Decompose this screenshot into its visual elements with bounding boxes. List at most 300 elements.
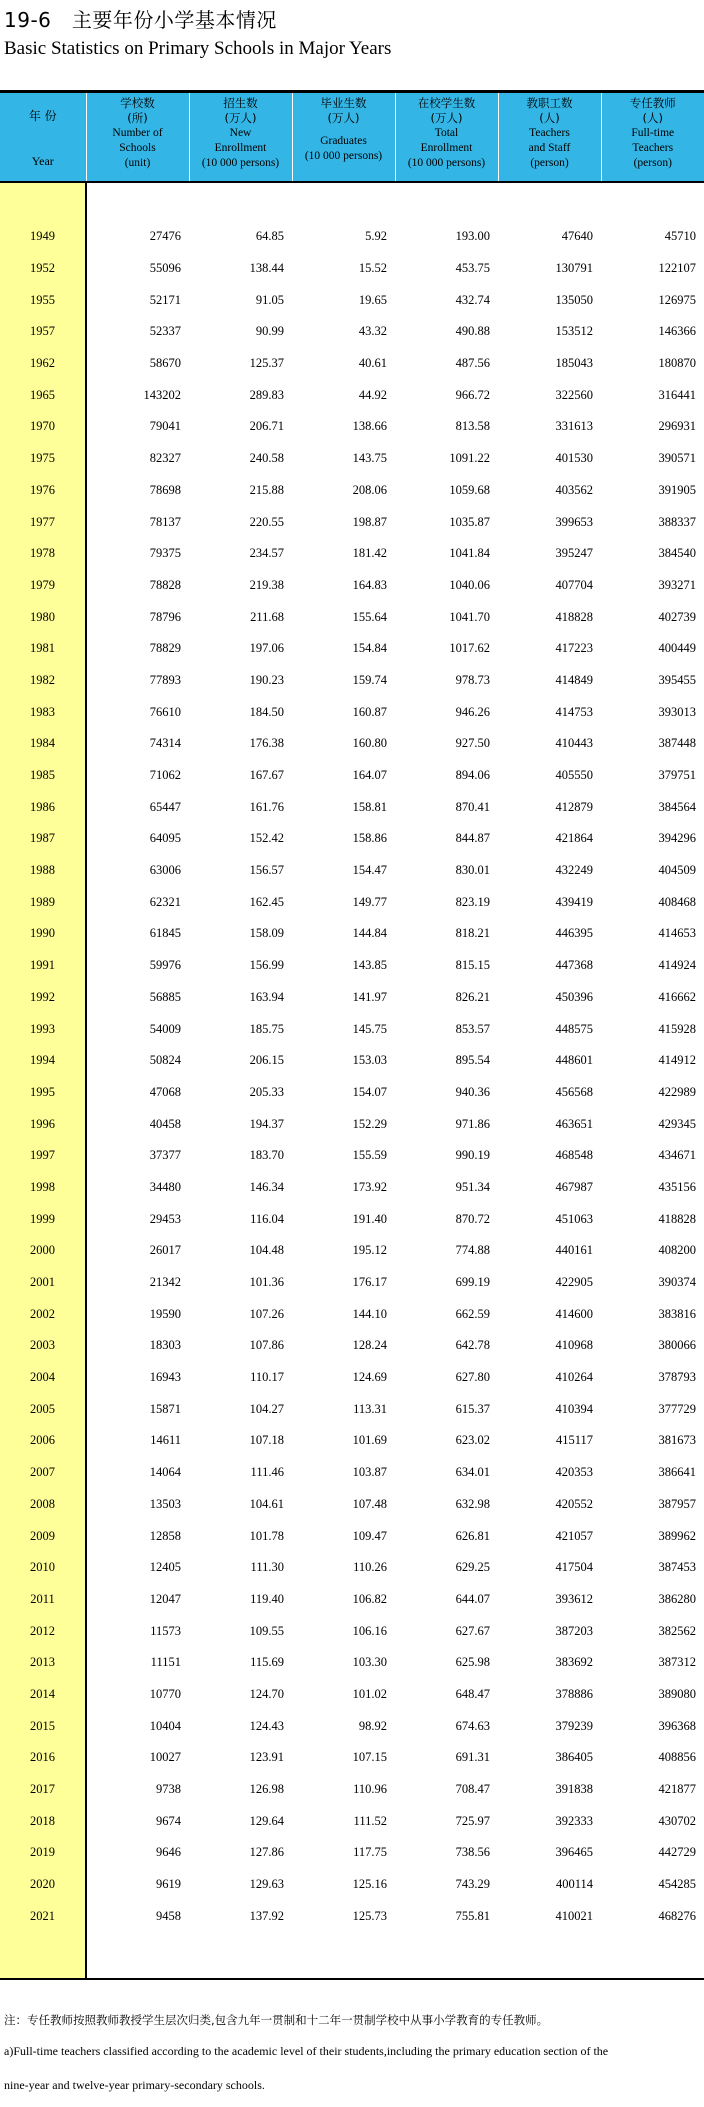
value-cell: 440161: [555, 1243, 593, 1258]
table-row: [0, 1077, 704, 1109]
year-cell: 2019: [0, 1837, 86, 1869]
value-cell: 117.75: [353, 1845, 387, 1860]
header-en-line: New: [229, 127, 252, 139]
value-cell: 971.86: [455, 1116, 490, 1131]
value-cell: 15871: [149, 1401, 181, 1416]
value-cell: 448575: [555, 1021, 593, 1036]
year-cell: 1981: [0, 633, 86, 665]
header-en-unit: (person): [530, 157, 569, 169]
header-en-line: Total: [434, 127, 459, 139]
value-cell: 422905: [555, 1275, 593, 1290]
value-cell: 62321: [149, 894, 181, 909]
value-cell: 378793: [658, 1370, 696, 1385]
header-cn-unit: (所): [127, 111, 148, 125]
year-cell: 2002: [0, 1298, 86, 1330]
year-cell: 1991: [0, 950, 86, 982]
year-cell: 1949: [0, 221, 86, 253]
value-cell: 64.85: [255, 229, 284, 244]
value-cell: 389962: [658, 1528, 696, 1543]
value-cell: 414849: [555, 672, 593, 687]
table-row: [0, 411, 704, 443]
value-cell: 78796: [149, 609, 181, 624]
value-cell: 623.02: [455, 1433, 490, 1448]
value-cell: 487.56: [455, 356, 490, 371]
value-cell: 211.68: [250, 609, 284, 624]
value-cell: 173.92: [352, 1179, 387, 1194]
table-row: [0, 1045, 704, 1077]
year-cell: 1992: [0, 982, 86, 1014]
value-cell: 400449: [658, 641, 696, 656]
table-row: [0, 1710, 704, 1742]
value-cell: 435156: [658, 1179, 696, 1194]
value-cell: 387203: [555, 1623, 593, 1638]
value-cell: 34480: [149, 1179, 181, 1194]
value-cell: 180870: [658, 356, 696, 371]
value-cell: 190.23: [249, 672, 284, 687]
value-cell: 43.32: [358, 324, 387, 339]
value-cell: 415117: [555, 1433, 593, 1448]
table-row: [0, 1172, 704, 1204]
value-cell: 1017.62: [449, 641, 490, 656]
value-cell: 21342: [149, 1275, 181, 1290]
value-cell: 422989: [658, 1084, 696, 1099]
note-english-line-1: a)Full-time teachers classified according to the academic level of their students,including the primary education section of the: [4, 2044, 609, 2058]
table-row: [0, 221, 704, 253]
year-cell: 1984: [0, 728, 86, 760]
value-cell: 430702: [658, 1813, 696, 1828]
value-cell: 12405: [149, 1560, 181, 1575]
value-cell: 153512: [555, 324, 593, 339]
value-cell: 138.66: [352, 419, 387, 434]
value-cell: 129.64: [249, 1813, 284, 1828]
year-cell: 1994: [0, 1045, 86, 1077]
spacer-cell: [0, 1932, 86, 1979]
value-cell: 384540: [658, 546, 696, 561]
header-en-unit: (10 000 persons): [201, 157, 280, 169]
value-cell: 191.40: [352, 1211, 387, 1226]
value-cell: 56885: [149, 989, 181, 1004]
value-cell: 156.57: [249, 863, 284, 878]
value-cell: 378886: [555, 1686, 593, 1701]
value-cell: 408200: [658, 1243, 696, 1258]
value-cell: 77893: [149, 672, 181, 687]
value-cell: 316441: [658, 387, 696, 402]
value-cell: 152.42: [249, 831, 284, 846]
year-cell: 2013: [0, 1647, 86, 1679]
value-cell: 52337: [149, 324, 181, 339]
value-cell: 725.97: [455, 1813, 490, 1828]
value-cell: 9738: [156, 1782, 181, 1797]
value-cell: 451063: [555, 1211, 593, 1226]
value-cell: 870.41: [455, 799, 490, 814]
value-cell: 453.75: [455, 261, 490, 276]
value-cell: 107.86: [249, 1338, 284, 1353]
value-cell: 12047: [149, 1591, 181, 1606]
value-cell: 1040.06: [449, 577, 490, 592]
value-cell: 322560: [555, 387, 593, 402]
value-cell: 129.63: [249, 1877, 284, 1892]
value-cell: 91.05: [255, 292, 284, 307]
year-cell: 1996: [0, 1108, 86, 1140]
value-cell: 125.16: [352, 1877, 387, 1892]
table-row: [0, 1742, 704, 1774]
value-cell: 387957: [658, 1496, 696, 1511]
value-cell: 5.92: [365, 229, 387, 244]
year-cell: 2001: [0, 1267, 86, 1299]
table-row: [0, 1805, 704, 1837]
value-cell: 434671: [658, 1148, 696, 1163]
value-cell: 420552: [555, 1496, 593, 1511]
value-cell: 206.15: [249, 1053, 284, 1068]
value-cell: 158.81: [352, 799, 387, 814]
value-cell: 15.52: [358, 261, 387, 276]
table-row: [0, 665, 704, 697]
value-cell: 417504: [555, 1560, 593, 1575]
value-cell: 383816: [658, 1306, 696, 1321]
value-cell: 10770: [149, 1686, 181, 1701]
column-header-total-enrollment: [395, 93, 498, 182]
value-cell: 155.64: [352, 609, 387, 624]
header-en-unit: (person): [633, 157, 672, 169]
value-cell: 107.26: [249, 1306, 284, 1321]
value-cell: 414653: [658, 926, 696, 941]
spacer-row: [0, 182, 704, 221]
table-row: [0, 1425, 704, 1457]
year-cell: 2004: [0, 1362, 86, 1394]
table-row: [0, 1298, 704, 1330]
value-cell: 826.21: [455, 989, 490, 1004]
note-english-line-2: nine-year and twelve-year primary-secondary schools.: [4, 2078, 265, 2092]
value-cell: 37377: [149, 1148, 181, 1163]
value-cell: 1035.87: [449, 514, 490, 529]
table-row: [0, 855, 704, 887]
value-cell: 418828: [555, 609, 593, 624]
value-cell: 429345: [658, 1116, 696, 1131]
value-cell: 393612: [555, 1591, 593, 1606]
value-cell: 154.84: [352, 641, 387, 656]
header-en-line: Teachers: [529, 127, 570, 139]
value-cell: 410021: [555, 1908, 593, 1923]
value-cell: 818.21: [455, 926, 490, 941]
value-cell: 439419: [555, 894, 593, 909]
value-cell: 29453: [149, 1211, 181, 1226]
column-header-full-time-teachers: [601, 93, 704, 182]
value-cell: 13503: [149, 1496, 181, 1511]
value-cell: 432.74: [455, 292, 490, 307]
value-cell: 399653: [555, 514, 593, 529]
value-cell: 161.76: [249, 799, 284, 814]
table-row: [0, 601, 704, 633]
value-cell: 116.04: [250, 1211, 284, 1226]
value-cell: 895.54: [455, 1053, 490, 1068]
value-cell: 404509: [658, 863, 696, 878]
value-cell: 755.81: [455, 1908, 490, 1923]
year-cell: 2003: [0, 1330, 86, 1362]
note-chinese: 注：专任教师按照教师教授学生层次归类,包含九年一贯制和十二年一贯制学校中从事小学教育的专任教师。: [4, 2013, 549, 2027]
value-cell: 401530: [555, 451, 593, 466]
value-cell: 74314: [149, 736, 181, 751]
value-cell: 978.73: [455, 672, 490, 687]
table-row: [0, 475, 704, 507]
year-cell: 2018: [0, 1805, 86, 1837]
table-row: [0, 1489, 704, 1521]
value-cell: 927.50: [455, 736, 490, 751]
value-cell: 47640: [561, 229, 593, 244]
header-en-line: Teachers: [632, 142, 674, 154]
spacer-cell: [498, 182, 601, 221]
value-cell: 1041.70: [449, 609, 490, 624]
value-cell: 450396: [555, 989, 593, 1004]
value-cell: 152.29: [352, 1116, 387, 1131]
value-cell: 154.07: [352, 1084, 387, 1099]
value-cell: 18303: [149, 1338, 181, 1353]
value-cell: 54009: [149, 1021, 181, 1036]
value-cell: 128.24: [352, 1338, 387, 1353]
table-row: [0, 1869, 704, 1901]
value-cell: 674.63: [455, 1718, 490, 1733]
value-cell: 14611: [150, 1433, 181, 1448]
value-cell: 417223: [555, 641, 593, 656]
year-cell: 1957: [0, 316, 86, 348]
table-row: [0, 1140, 704, 1172]
spacer-cell: [0, 182, 86, 221]
year-cell: 1979: [0, 570, 86, 602]
value-cell: 454285: [658, 1877, 696, 1892]
value-cell: 463651: [555, 1116, 593, 1131]
year-cell: 1965: [0, 379, 86, 411]
value-cell: 627.80: [455, 1370, 490, 1385]
value-cell: 104.27: [249, 1401, 284, 1416]
value-cell: 384564: [658, 799, 696, 814]
value-cell: 40458: [149, 1116, 181, 1131]
value-cell: 626.81: [455, 1528, 490, 1543]
value-cell: 1091.22: [449, 451, 490, 466]
value-cell: 699.19: [455, 1275, 490, 1290]
value-cell: 391838: [555, 1782, 593, 1797]
value-cell: 9619: [156, 1877, 181, 1892]
column-header-teachers-staff: [498, 93, 601, 182]
value-cell: 467987: [555, 1179, 593, 1194]
value-cell: 414600: [555, 1306, 593, 1321]
year-cell: 2006: [0, 1425, 86, 1457]
value-cell: 78137: [149, 514, 181, 529]
value-cell: 82327: [149, 451, 181, 466]
value-cell: 390571: [658, 451, 696, 466]
value-cell: 135050: [555, 292, 593, 307]
header-cn-line: 在校学生数: [417, 96, 476, 110]
value-cell: 71062: [149, 768, 181, 783]
value-cell: 414924: [658, 958, 696, 973]
value-cell: 392333: [555, 1813, 593, 1828]
value-cell: 421057: [555, 1528, 593, 1543]
header-en-line: Full-time: [631, 127, 675, 139]
value-cell: 125.37: [249, 356, 284, 371]
value-cell: 143.75: [352, 451, 387, 466]
table-row: [0, 506, 704, 538]
value-cell: 160.80: [352, 736, 387, 751]
spacer-cell: [189, 1932, 292, 1979]
value-cell: 627.67: [455, 1623, 490, 1638]
year-cell: 1976: [0, 475, 86, 507]
table-row: [0, 1330, 704, 1362]
value-cell: 456568: [555, 1084, 593, 1099]
value-cell: 79375: [149, 546, 181, 561]
value-cell: 109.47: [352, 1528, 387, 1543]
table-row: [0, 791, 704, 823]
value-cell: 208.06: [352, 482, 387, 497]
value-cell: 382562: [658, 1623, 696, 1638]
value-cell: 990.19: [455, 1148, 490, 1163]
value-cell: 197.06: [249, 641, 284, 656]
value-cell: 101.78: [249, 1528, 284, 1543]
spacer-cell: [498, 1932, 601, 1979]
header-cn-unit: (万人): [224, 111, 257, 125]
value-cell: 410394: [555, 1401, 593, 1416]
year-cell: 2000: [0, 1235, 86, 1267]
value-cell: 410264: [555, 1370, 593, 1385]
value-cell: 101.69: [352, 1433, 387, 1448]
value-cell: 153.03: [352, 1053, 387, 1068]
table-row: [0, 1393, 704, 1425]
value-cell: 823.19: [455, 894, 490, 909]
value-cell: 774.88: [455, 1243, 490, 1258]
year-cell: 1982: [0, 665, 86, 697]
value-cell: 158.09: [249, 926, 284, 941]
year-cell: 1999: [0, 1203, 86, 1235]
value-cell: 389080: [658, 1686, 696, 1701]
year-cell: 1977: [0, 506, 86, 538]
value-cell: 27476: [149, 229, 181, 244]
value-cell: 448601: [555, 1053, 593, 1068]
value-cell: 45710: [664, 229, 696, 244]
value-cell: 738.56: [455, 1845, 490, 1860]
value-cell: 388337: [658, 514, 696, 529]
year-cell: 1978: [0, 538, 86, 570]
value-cell: 52171: [149, 292, 181, 307]
statistics-table: [0, 93, 704, 1980]
year-cell: 2005: [0, 1393, 86, 1425]
year-cell: 1986: [0, 791, 86, 823]
value-cell: 107.18: [249, 1433, 284, 1448]
value-cell: 106.16: [352, 1623, 387, 1638]
header-cn-unit: (人): [642, 111, 663, 125]
value-cell: 386641: [658, 1465, 696, 1480]
value-cell: 648.47: [455, 1686, 490, 1701]
table-row: [0, 950, 704, 982]
value-cell: 416662: [658, 989, 696, 1004]
value-cell: 634.01: [455, 1465, 490, 1480]
year-cell: 1995: [0, 1077, 86, 1109]
column-header-new-enrollment: [189, 93, 292, 182]
header-en-line: Enrollment: [420, 142, 473, 154]
value-cell: 421877: [658, 1782, 696, 1797]
table-row: [0, 918, 704, 950]
value-cell: 219.38: [249, 577, 284, 592]
value-cell: 844.87: [455, 831, 490, 846]
year-cell: 2008: [0, 1489, 86, 1521]
value-cell: 127.86: [249, 1845, 284, 1860]
year-cell: 2011: [0, 1584, 86, 1616]
value-cell: 383692: [555, 1655, 593, 1670]
value-cell: 206.71: [249, 419, 284, 434]
value-cell: 198.87: [352, 514, 387, 529]
table-row: [0, 316, 704, 348]
value-cell: 412879: [555, 799, 593, 814]
value-cell: 625.98: [455, 1655, 490, 1670]
value-cell: 408856: [658, 1750, 696, 1765]
value-cell: 125.73: [352, 1908, 387, 1923]
value-cell: 111.52: [353, 1813, 387, 1828]
value-cell: 408468: [658, 894, 696, 909]
header-cn-line: 毕业生数: [320, 96, 367, 110]
year-cell: 2009: [0, 1520, 86, 1552]
table-row: [0, 1774, 704, 1806]
value-cell: 47068: [149, 1084, 181, 1099]
table-row: [0, 1552, 704, 1584]
value-cell: 377729: [658, 1401, 696, 1416]
spacer-cell: [189, 182, 292, 221]
value-cell: 446395: [555, 926, 593, 941]
value-cell: 19.65: [358, 292, 387, 307]
year-cell: 2017: [0, 1774, 86, 1806]
value-cell: 55096: [149, 261, 181, 276]
value-cell: 104.48: [249, 1243, 284, 1258]
header-en-line: Enrollment: [214, 142, 267, 154]
value-cell: 130791: [555, 261, 593, 276]
table-row: [0, 1520, 704, 1552]
value-cell: 160.87: [352, 704, 387, 719]
year-cell: 2021: [0, 1900, 86, 1932]
header-en-line: Number of: [112, 127, 163, 139]
table-row: [0, 1837, 704, 1869]
value-cell: 90.99: [255, 324, 284, 339]
value-cell: 289.83: [249, 387, 284, 402]
column-header-graduates: [292, 93, 395, 182]
table-row: [0, 1267, 704, 1299]
header-cn-line: 专任教师: [629, 96, 676, 110]
value-cell: 111.30: [250, 1560, 284, 1575]
value-cell: 143.85: [352, 958, 387, 973]
value-cell: 126975: [658, 292, 696, 307]
value-cell: 185.75: [249, 1021, 284, 1036]
value-cell: 405550: [555, 768, 593, 783]
value-cell: 123.91: [249, 1750, 284, 1765]
table-row: [0, 570, 704, 602]
value-cell: 63006: [149, 863, 181, 878]
value-cell: 194.37: [249, 1116, 284, 1131]
value-cell: 183.70: [249, 1148, 284, 1163]
value-cell: 205.33: [249, 1084, 284, 1099]
year-cell: 1952: [0, 253, 86, 285]
value-cell: 662.59: [455, 1306, 490, 1321]
table-row: [0, 1647, 704, 1679]
column-header-year: [0, 93, 86, 182]
table-row: [0, 348, 704, 380]
table-row: [0, 1362, 704, 1394]
year-cell: 1990: [0, 918, 86, 950]
value-cell: 395247: [555, 546, 593, 561]
value-cell: 65447: [149, 799, 181, 814]
value-cell: 44.92: [358, 387, 387, 402]
table-title-chinese: 19-6 主要年份小学基本情况: [4, 8, 277, 32]
value-cell: 78828: [149, 577, 181, 592]
table-row: [0, 253, 704, 285]
value-cell: 395455: [658, 672, 696, 687]
header-cn-unit: (万人): [327, 111, 360, 125]
value-cell: 331613: [555, 419, 593, 434]
year-cell: 1955: [0, 284, 86, 316]
year-cell: 1975: [0, 443, 86, 475]
